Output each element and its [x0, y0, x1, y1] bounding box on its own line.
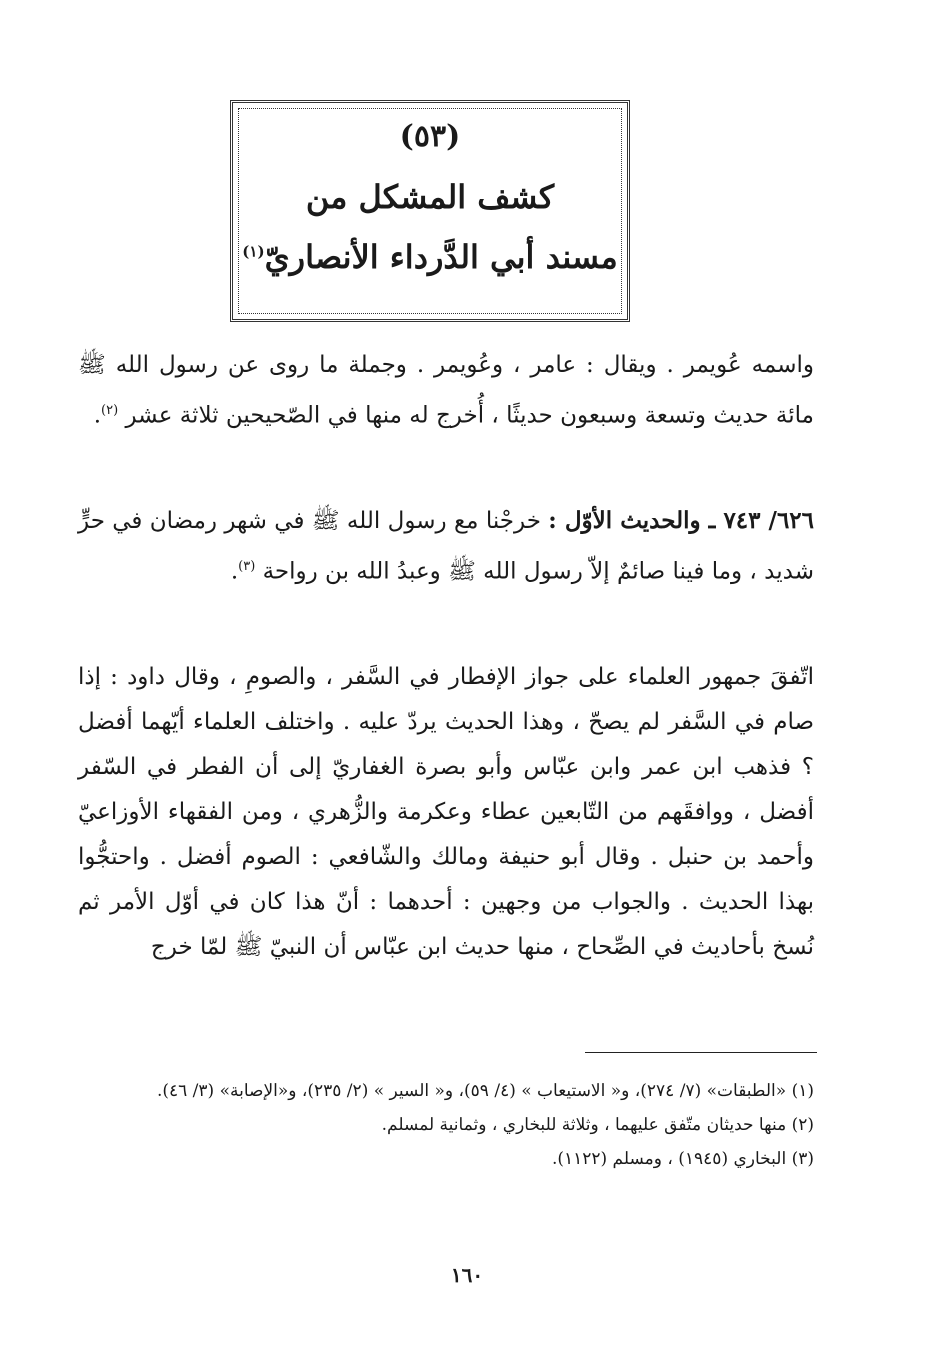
paragraph-commentary — [78, 655, 814, 970]
chapter-title-line-2 — [233, 238, 627, 276]
footnote-ref-2: (٢) — [101, 403, 119, 418]
hadith-end: . — [230, 558, 239, 585]
footnote-ref-3: (٣) — [238, 559, 256, 574]
footnote-3: (٣) البخاري (١٩٤٥) ، ومسلم (١١٢٢). — [551, 1149, 814, 1169]
chapter-title-box — [230, 100, 630, 322]
footnote-separator — [585, 1052, 817, 1053]
paragraph-intro-text: واسمه عُويمر . ويقال : عامر ، وعُويمر . وجملة ما روى عن رسول الله ﷺ مائة حديث وتسعة وسبعون حديثًا ، أُخرج له منها في الصّحيحين ثلاثة عشر — [78, 352, 814, 429]
footnote-1: (١) «الطبقات» (٧/ ٢٧٤)، و« الاستيعاب » (٤/ ٥٩)، و« السير » (٢/ ٢٣٥)، و«الإصابة» (٣/ ٤٦). — [156, 1081, 814, 1101]
title-footnote-ref: (١) — [242, 242, 265, 261]
paragraph-intro-end: . — [93, 402, 102, 429]
hadith-text: خرجْنا مع رسول الله ﷺ في شهر رمضان في حرٍّ شديد ، وما فينا صائمٌ إلاّ رسول الله ﷺ وعبدُ الله بن رواحة — [78, 508, 814, 585]
hadith-heading: ٦٢٦/ ٧٤٣ ـ والحديث الأوّل : — [548, 507, 815, 534]
chapter-title-line-2-text: مسند أبي الدَّرداء الأنصاريّ — [264, 238, 618, 276]
footnote-2: (٢) منها حديثان متّفق عليهما ، وثلاثة للبخاري ، وثمانية لمسلم. — [381, 1115, 814, 1135]
paragraph-hadith — [78, 498, 814, 595]
footnotes — [78, 1074, 814, 1176]
chapter-number: (٥٣) — [399, 119, 461, 154]
paragraph-commentary-text: اتّفقَ جمهور العلماء على جواز الإفطار في السَّفر ، والصومِ ، وقال داود : إذا صام في السَّفر لم يصحّ ، وهذا الحديث يردّ عليه . واختلف العلماء أيّهما أفضل ؟ فذهب ابن عمر وابن عبّاس وأبو بصرة الغفاريّ إلى أن الفطر في السّفر أفضل ، ووافقَهم من التّابعين عطاء وعكرمة والزُّهري ، ومن الفقهاء الأوزاعيّ وأحمد بن حنبل . وقال أبو حنيفة ومالك والشّافعي : الصوم أفضل . واحتجُّوا بهذا الحديث . والجواب من وجهين : أحدهما : أنّ هذا كان في أوّل الأمر ثم نُسخ بأحاديث في الصِّحاح ، منها حديث ابن عبّاس أن النبيّ ﷺ لمّا خرج — [78, 664, 814, 960]
chapter-title-line-1: كشف المشكل من — [305, 178, 555, 216]
page-number: ١٦٠ — [450, 1263, 484, 1287]
paragraph-intro — [78, 343, 814, 439]
